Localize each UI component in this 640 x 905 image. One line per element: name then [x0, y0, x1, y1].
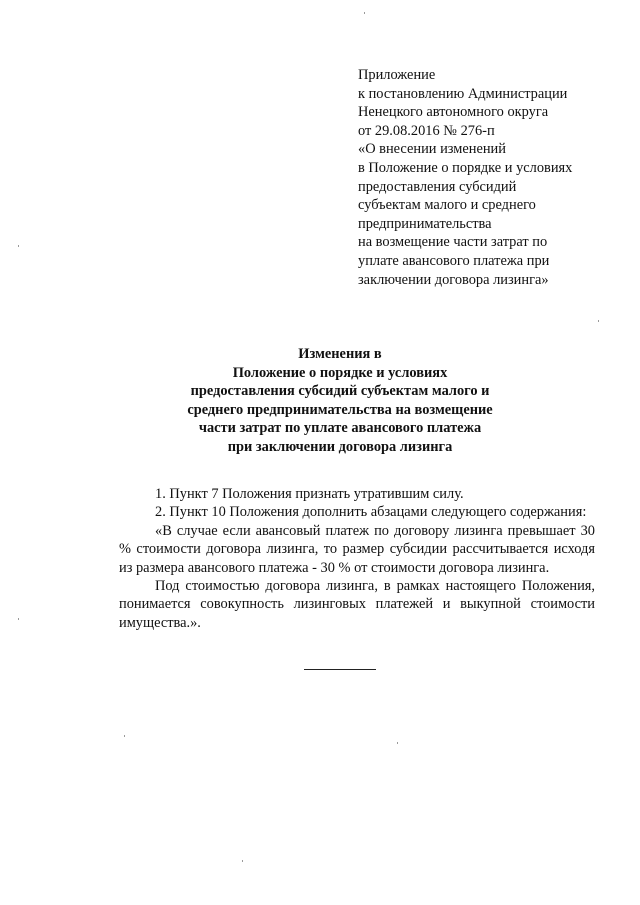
appendix-line: заключении договора лизинга»	[358, 271, 549, 288]
scan-speck	[364, 12, 365, 14]
appendix-header	[358, 66, 608, 289]
appendix-line: в Положение о порядке и условиях	[358, 159, 573, 176]
quote-paragraph-1: «В случае если авансовый платеж по договору лизинга превышает 30 % стоимости договора лизинга, то размер субсидии рассчитывается исходя из размера авансового платежа - 30 % от стоимости договора лизинга.	[119, 522, 595, 576]
item-2-paragraph: 2. Пункт 10 Положения дополнить абзацами следующего содержания:	[155, 504, 587, 521]
appendix-line: «О внесении изменений	[358, 141, 506, 158]
appendix-line: субъектам малого и среднего	[358, 197, 536, 214]
scan-speck	[598, 320, 599, 322]
document-body	[119, 485, 595, 632]
title-line: при заключении договора лизинга	[227, 438, 453, 455]
item-1-paragraph: 1. Пункт 7 Положения признать утратившим силу.	[155, 486, 464, 502]
title-line: Положение о порядке и условиях	[232, 364, 448, 381]
title-line: части затрат по уплате авансового платежа	[198, 420, 482, 437]
scan-speck	[397, 742, 398, 744]
title-line: предоставления субсидий субъектам малого и	[190, 383, 490, 400]
appendix-line: предпринимательства	[358, 215, 492, 232]
scan-speck	[124, 735, 125, 737]
separator-line	[304, 669, 376, 670]
scan-speck	[18, 618, 19, 620]
quote-paragraph-2: Под стоимостью договора лизинга, в рамках настоящего Положения, понимается совокупность лизинговых платежей и выкупной стоимости имущества.».	[119, 578, 595, 631]
scan-speck	[242, 860, 243, 862]
title-line: среднего предпринимательства на возмещение	[187, 401, 493, 418]
title-line: Изменения в	[298, 346, 382, 362]
appendix-line: Приложение	[358, 67, 436, 83]
appendix-line: от 29.08.2016 № 276-п	[358, 122, 495, 139]
appendix-line: уплате авансового платежа при	[358, 252, 550, 269]
appendix-line: на возмещение части затрат по	[358, 234, 548, 251]
appendix-line: к постановлению Администрации	[358, 85, 568, 102]
scan-speck	[18, 245, 19, 247]
appendix-line: Ненецкого автономного округа	[358, 104, 549, 121]
document-title	[100, 345, 580, 457]
appendix-line: предоставления субсидий	[358, 178, 517, 195]
